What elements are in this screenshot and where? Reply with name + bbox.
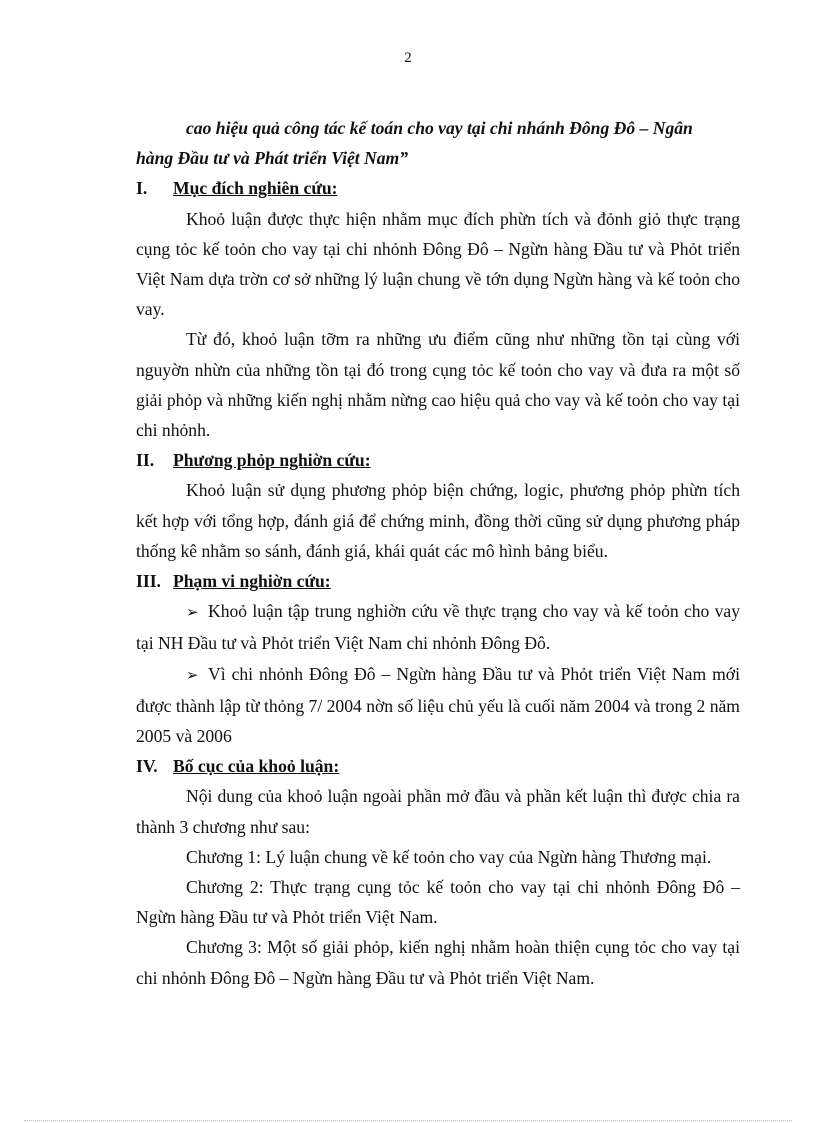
section-number: IV.: [136, 756, 158, 777]
intro-line-2: hàng Đầu tư và Phát triển Việt Nam”: [136, 148, 409, 169]
section-title: Phạm vi nghiờn cứu:: [173, 571, 331, 592]
paragraph: Từ đó, khoỏ luận tỡm ra những ưu điểm cũng như những tồn tại cùng với nguyờn nhừn của những tồn tại đó trong cụng tỏc kế toỏn cho vay và đưa ra một số giải phỏp và những kiến nghị nhằm nừng cao hiệu quả cho vay và kế toỏn cho vay tại chi nhỏnh.: [136, 329, 740, 441]
bullet-item: [136, 596, 740, 658]
section-heading-2: [136, 445, 740, 475]
bullet-text: Vì chi nhỏnh Đông Đô – Ngừn hàng Đầu tư và Phỏt triển Việt Nam mới được thành lập từ thỏng 7/ 2004 nờn số liệu chủ yếu là cuối năm 2004 và trong 2 năm 2005 và 2006: [136, 663, 740, 747]
paragraph: Chương 1: Lý luận chung về kế toỏn cho vay của Ngừn hàng Thương mại.: [186, 846, 712, 867]
section-heading-4: [136, 751, 740, 781]
paragraph: Khoỏ luận sử dụng phương phỏp biện chứng, logic, phương phỏp phừn tích kết hợp với tổng hợp, đánh giá để chứng minh, đồng thời cũng sử dụng phương pháp thống kê nhằm so sánh, đánh giá, khái quát các mô hình bảng biểu.: [136, 480, 740, 561]
section-title: Bố cục của khoỏ luận:: [173, 756, 340, 777]
section-number: I.: [136, 178, 148, 199]
page-bottom-divider: [24, 1120, 792, 1121]
intro-line-1: cao hiệu quả công tác kế toán cho vay tại chi nhánh Đông Đô – Ngân: [186, 118, 693, 138]
paragraph: Nội dung của khoỏ luận ngoài phần mở đầu và phần kết luận thì được chia ra thành 3 chương như sau:: [136, 786, 740, 837]
paragraph: Chương 2: Thực trạng cụng tỏc kế toỏn cho vay tại chi nhỏnh Đông Đô – Ngừn hàng Đầu tư và Phỏt triển Việt Nam.: [136, 877, 740, 928]
page-number: 2: [404, 50, 412, 66]
arrow-bullet-icon: ➢: [186, 667, 199, 684]
section-number: III.: [136, 571, 161, 592]
section-heading-3: [136, 566, 740, 596]
arrow-bullet-icon: ➢: [186, 605, 199, 622]
paragraph: Chương 3: Một số giải phỏp, kiến nghị nhằm hoàn thiện cụng tỏc cho vay tại chi nhỏnh Đông Đô – Ngừn hàng Đầu tư và Phỏt triển Việt Nam.: [136, 937, 740, 988]
paragraph: Khoỏ luận được thực hiện nhằm mục đích phừn tích và đỏnh giỏ thực trạng cụng tỏc kế toỏn cho vay tại chi nhỏnh Đông Đô – Ngừn hàng Đầu tư và Phỏt triển Việt Nam dựa trờn cơ sở những lý luận chung về tớn dụng Ngừn hàng và kế toỏn cho vay.: [136, 208, 740, 320]
section-heading-1: [136, 173, 740, 203]
section-title: Phương phỏp nghiờn cứu:: [173, 450, 371, 471]
bullet-item: [136, 659, 740, 752]
section-number: II.: [136, 450, 155, 471]
bullet-text: Khoỏ luận tập trung nghiờn cứu về thực trạng cho vay và kế toỏn cho vay tại NH Đầu tư và Phỏt triển Việt Nam chi nhỏnh Đông Đô.: [136, 601, 740, 654]
section-title: Mục đích nghiên cứu:: [173, 178, 338, 199]
document-body: [136, 113, 740, 993]
